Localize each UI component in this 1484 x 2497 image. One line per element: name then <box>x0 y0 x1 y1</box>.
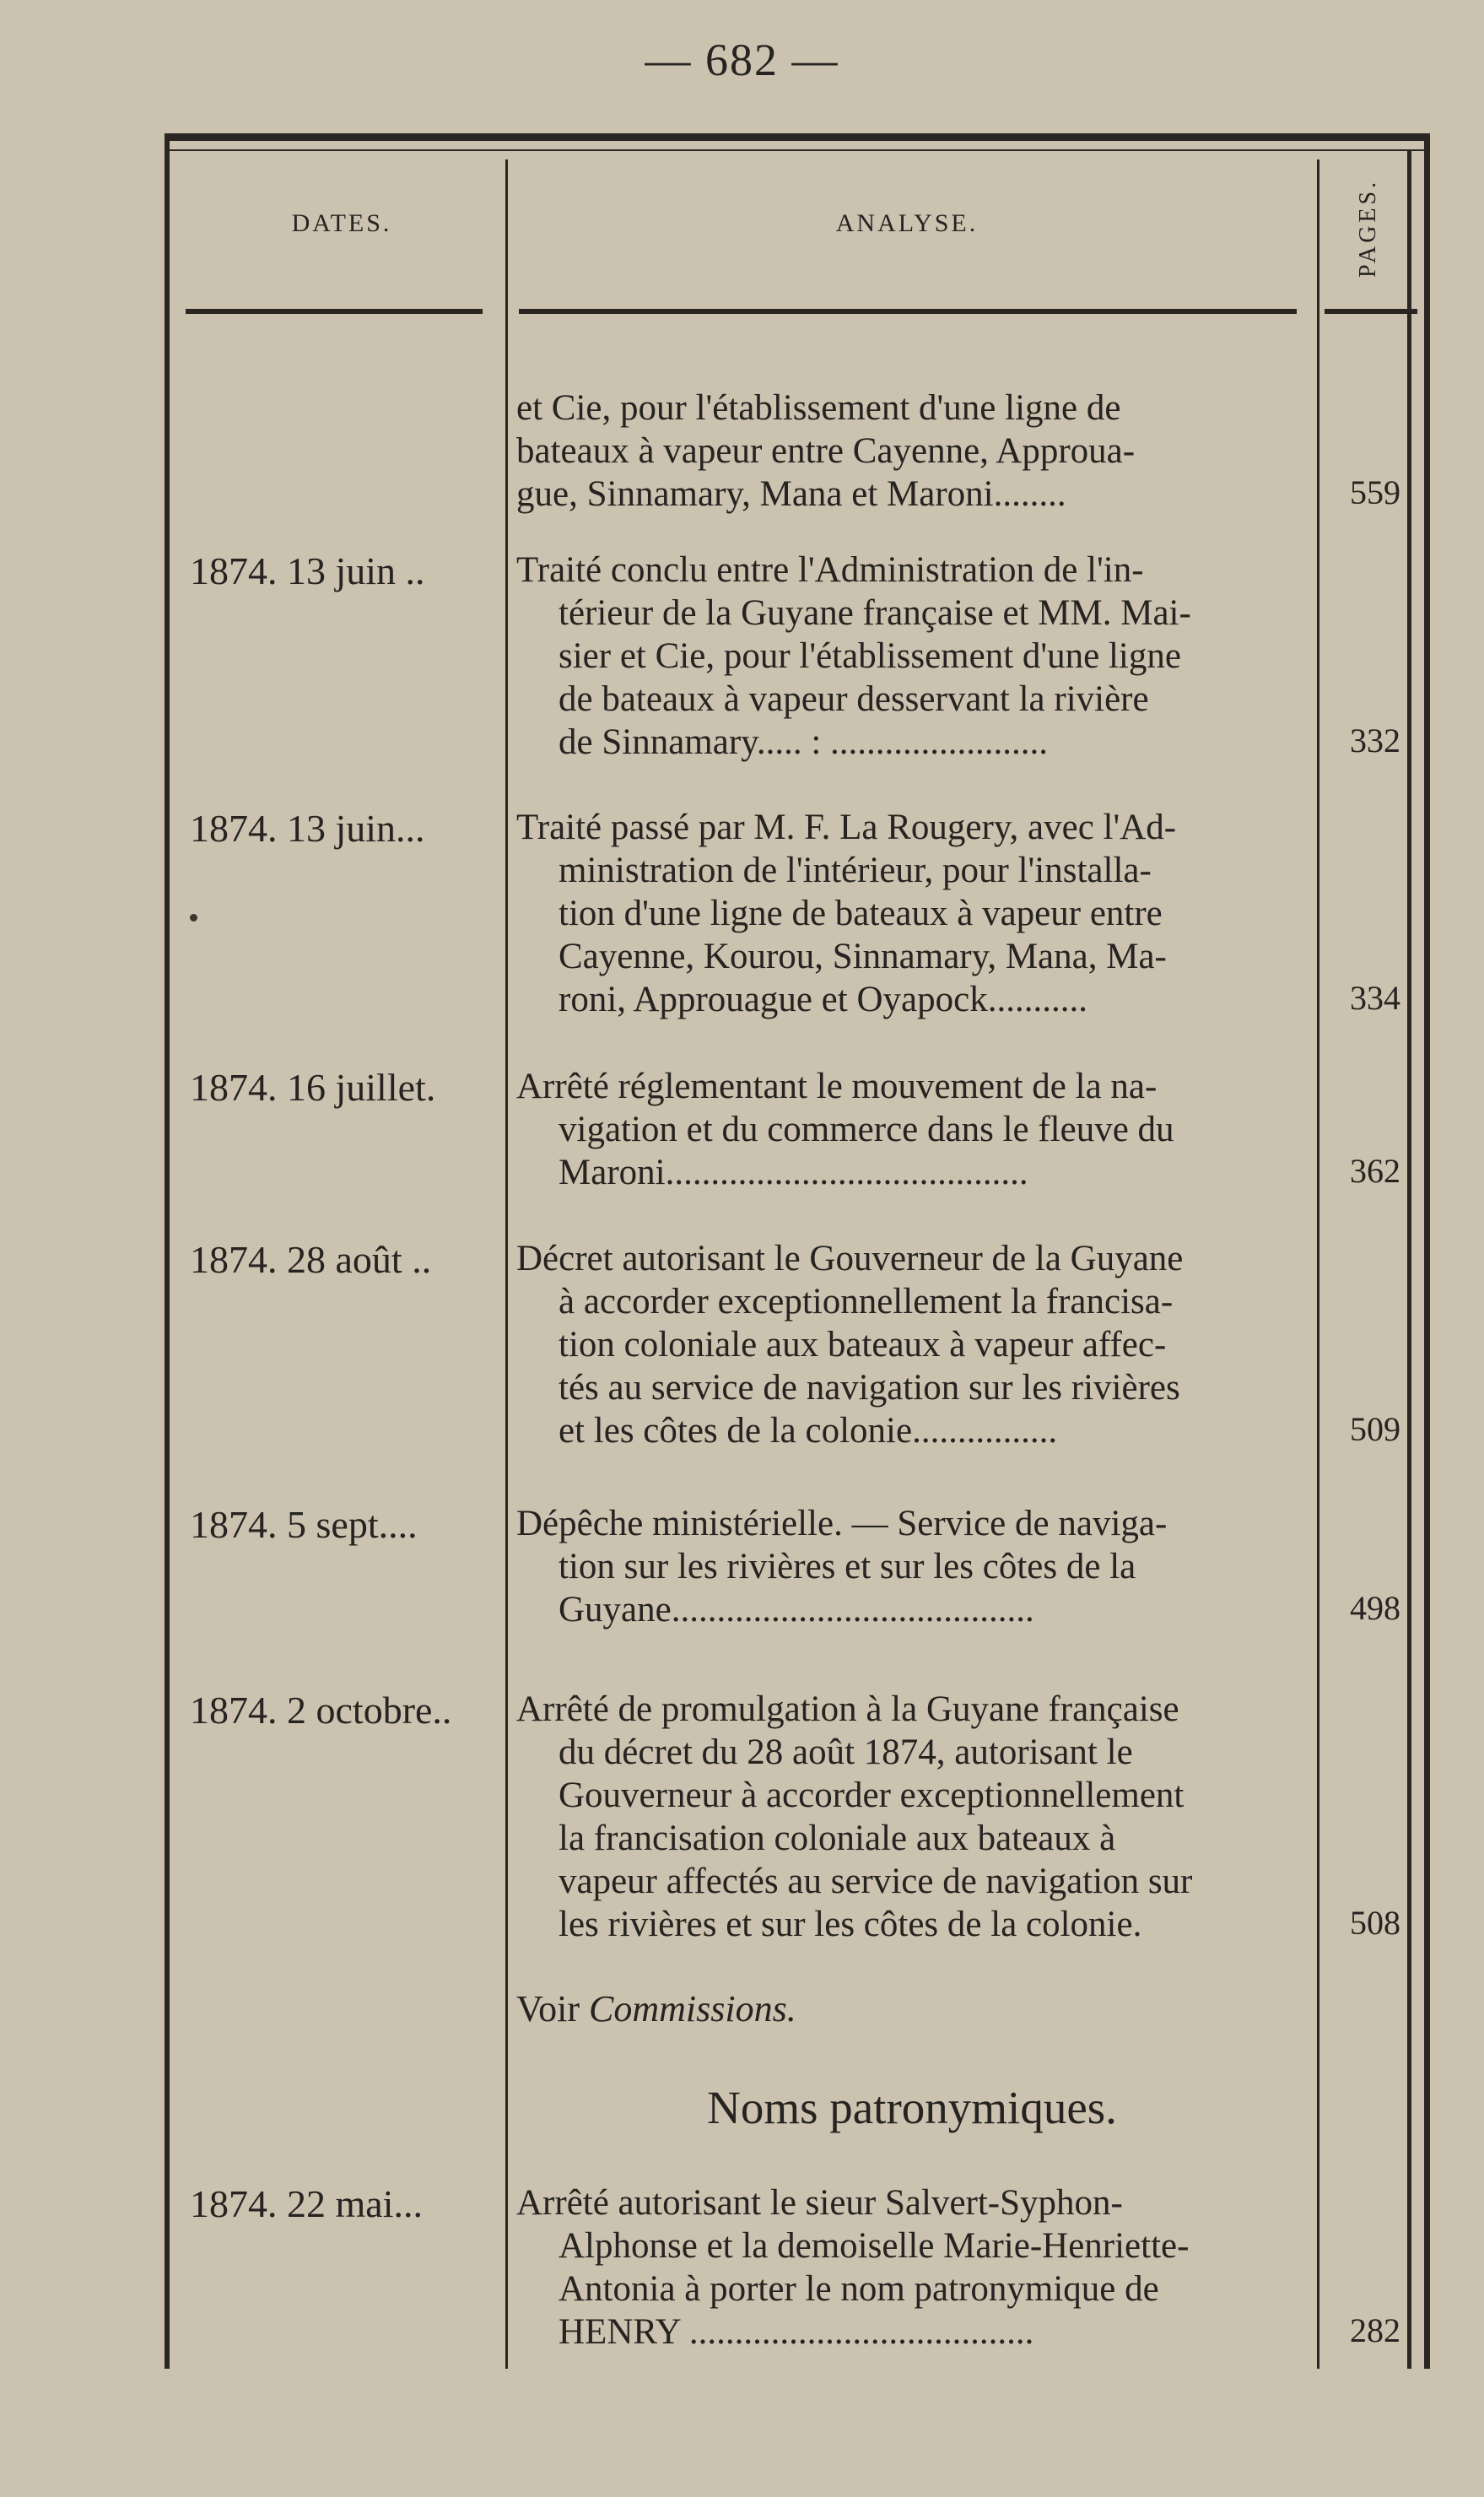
entry-date: 1874. 28 août .. <box>190 1238 432 1281</box>
table-top-rule <box>170 149 1424 151</box>
analysis-line: Alphonse et la demoiselle Marie-Henriette- <box>559 2226 1190 2266</box>
analysis-line: les rivières et sur les côtes de la colonie. <box>559 1905 1142 1944</box>
analysis-line: Cayenne, Kourou, Sinnamary, Mana, Ma- <box>559 937 1167 976</box>
analysis-line: Antonia à porter le nom patronymique de <box>559 2269 1159 2309</box>
entry-page: 498 <box>1350 1589 1400 1627</box>
analysis-line: Traité conclu entre l'Administration de l'in- <box>516 550 1144 590</box>
analysis-line: et Cie, pour l'établissement d'une ligne de <box>516 388 1121 428</box>
analysis-line: vapeur affectés au service de navigation sur <box>559 1862 1193 1901</box>
analysis-line: Arrêté autorisant le sieur Salvert-Syphon- <box>516 2183 1123 2223</box>
analysis-line: tion sur les rivières et sur les côtes de la <box>559 1547 1136 1586</box>
entry-date: 1874. 22 mai... <box>190 2182 423 2225</box>
entry-analysis <box>516 1502 1308 1631</box>
analysis-line: Décret autorisant le Gouverneur de la Guyane <box>516 1239 1184 1278</box>
entry-date: 1874. 5 sept.... <box>190 1503 418 1546</box>
analysis-line: tés au service de navigation sur les rivières <box>559 1368 1180 1408</box>
analysis-line: roni, Approuague et Oyapock........... <box>559 980 1087 1019</box>
entry-page: 334 <box>1350 979 1400 1017</box>
analysis-line: Traité passé par M. F. La Rougery, avec l'Ad- <box>516 808 1177 847</box>
column-header-dates: DATES. <box>291 209 392 237</box>
entry-date: 1874. 13 juin .. <box>190 549 425 592</box>
analysis-line: à accorder exceptionnellement la francisa- <box>559 1282 1174 1321</box>
entry-page: 509 <box>1350 1410 1400 1448</box>
header-rule-analyse <box>519 309 1297 314</box>
analysis-line: tion d'une ligne de bateaux à vapeur entre <box>559 894 1163 933</box>
entry-page: 508 <box>1350 1904 1400 1942</box>
analysis-line: Dépêche ministérielle. — Service de naviga- <box>516 1504 1168 1543</box>
header-rule-dates <box>186 309 483 314</box>
analysis-line: du décret du 28 août 1874, autorisant le <box>559 1732 1133 1772</box>
entry-page: 282 <box>1350 2311 1400 2349</box>
column-header-analyse: ANALYSE. <box>835 209 979 237</box>
analysis-line: gue, Sinnamary, Mana et Maroni........ <box>516 474 1066 514</box>
analysis-line: HENRY ...................................... <box>559 2312 1034 2352</box>
entry-page: 362 <box>1350 1152 1400 1190</box>
analysis-line: Gouverneur à accorder exceptionnellement <box>559 1775 1185 1815</box>
entry-analysis <box>516 549 1308 764</box>
column-header-pages: PAGES. <box>1355 178 1381 278</box>
see-also-reference: Commissions. <box>588 1988 796 2029</box>
entry-page: 559 <box>1350 473 1400 511</box>
ink-mark <box>190 914 197 922</box>
entry-analysis <box>516 1688 1308 1946</box>
see-also-note <box>516 1987 796 2030</box>
analysis-line: sier et Cie, pour l'établissement d'une ligne <box>559 636 1181 676</box>
analysis-line: bateaux à vapeur entre Cayenne, Approua- <box>516 431 1136 471</box>
analysis-line: tion coloniale aux bateaux à vapeur affec- <box>559 1325 1167 1365</box>
analysis-line: térieur de la Guyane française et MM. Mai- <box>559 593 1191 633</box>
analysis-line: de Sinnamary..... : ........................ <box>559 722 1049 762</box>
entry-page: 332 <box>1350 722 1400 759</box>
section-heading: Noms patronymiques. <box>707 2082 1117 2133</box>
analysis-line: et les côtes de la colonie................ <box>559 1411 1058 1451</box>
entry-analysis <box>516 1065 1308 1194</box>
analysis-line: Arrêté de promulgation à la Guyane française <box>516 1689 1179 1729</box>
header-rule-pages <box>1325 309 1417 314</box>
analysis-line: Guyane........................................ <box>559 1590 1034 1630</box>
entry-date: 1874. 16 juillet. <box>190 1066 436 1109</box>
page-number: — 682 — <box>645 35 839 85</box>
entry-analysis <box>516 386 1308 516</box>
entry-date: 1874. 2 octobre.. <box>190 1689 452 1732</box>
entry-analysis <box>516 1237 1308 1452</box>
see-also-prefix: Voir <box>516 1988 580 2029</box>
analysis-line: vigation et du commerce dans le fleuve du <box>559 1110 1174 1149</box>
analysis-line: ministration de l'intérieur, pour l'installa- <box>559 851 1152 890</box>
entry-date: 1874. 13 juin... <box>190 807 425 850</box>
analysis-line: Arrêté réglementant le mouvement de la na- <box>516 1067 1158 1106</box>
analysis-line: Maroni........................................ <box>559 1153 1028 1192</box>
entry-analysis <box>516 806 1308 1021</box>
column-divider-analyse <box>1317 159 1319 2369</box>
column-divider-pages <box>1407 149 1411 2369</box>
analysis-line: la francisation coloniale aux bateaux à <box>559 1819 1116 1858</box>
analysis-line: de bateaux à vapeur desservant la rivière <box>559 679 1149 719</box>
entry-analysis <box>516 2181 1308 2354</box>
